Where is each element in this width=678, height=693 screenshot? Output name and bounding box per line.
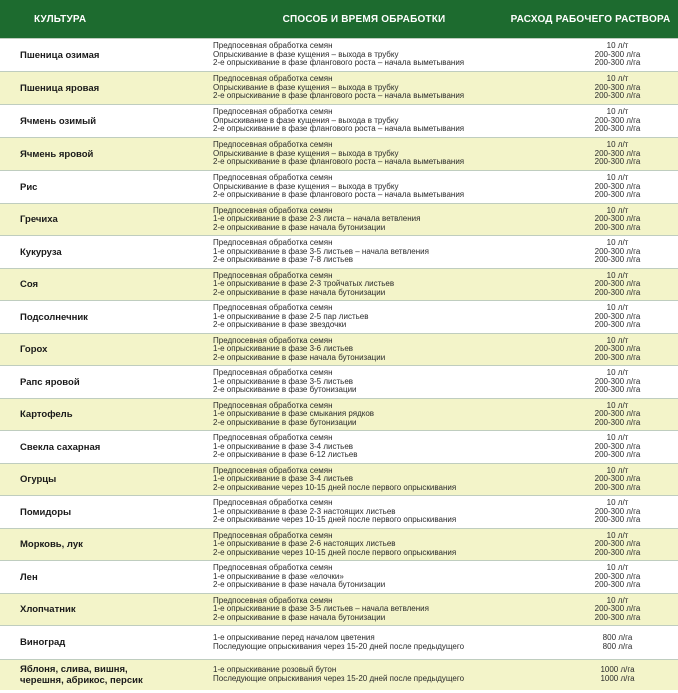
rate-value: 200-300 л/га	[594, 376, 641, 386]
method-line: Опрыскивание в фазе кущения – выхода в трубку	[213, 115, 399, 125]
crop-cell	[0, 529, 205, 560]
method-line: 2-е опрыскивание в фазе начала бутонизации	[213, 222, 386, 232]
method-line: Предпосевная обработка семян	[213, 530, 333, 540]
method-cell	[205, 269, 545, 300]
crop-cell	[0, 399, 205, 430]
method-cell	[205, 594, 545, 625]
crop-name: черешня, абрикос, персик	[20, 675, 143, 686]
method-line: 2-е опрыскивание в фазе флангового роста – начала выметывания	[213, 190, 465, 200]
method-line: 2-е опрыскивание в фазе начала бутонизации	[213, 287, 386, 297]
rate-value: 200-300 л/га	[594, 612, 641, 622]
method-line: 1-е опрыскивание в фазе 2-3 тройчатых листьев	[213, 279, 395, 289]
method-cell	[205, 301, 545, 333]
crop-cell	[0, 269, 205, 300]
method-line: 1-е опрыскивание в фазе 2-3 настоящих листьев	[213, 506, 396, 516]
method-cell	[205, 529, 545, 560]
rate-value: 10 л/т	[606, 335, 629, 345]
method-line: Опрыскивание в фазе кущения – выхода в трубку	[213, 181, 399, 191]
table-row	[0, 268, 678, 300]
method-line: Предпосевная обработка семян	[213, 74, 333, 84]
rate-value: 200-300 л/га	[594, 580, 641, 590]
rate-cell	[545, 334, 678, 365]
method-line: Опрыскивание в фазе кущения – выхода в трубку	[213, 49, 399, 59]
method-line: 2-е опрыскивание в фазе бутонизации	[213, 417, 357, 427]
method-line: 1-е опрыскивание в фазе 3-6 листьев	[213, 344, 354, 354]
table-row	[0, 137, 678, 170]
rate-value: 10 л/т	[606, 74, 629, 84]
table-row	[0, 38, 678, 71]
table-row	[0, 398, 678, 430]
rate-cell	[545, 366, 678, 398]
method-cell	[205, 105, 545, 137]
method-line: Предпосевная обработка семян	[213, 595, 333, 605]
method-line: 1-е опрыскивание в фазе 3-5 листьев – начала ветвления	[213, 246, 429, 256]
rate-value: 10 л/т	[606, 563, 629, 573]
crop-name: Лен	[20, 571, 38, 583]
crop-name: Горох	[20, 344, 48, 355]
rate-cell	[545, 529, 678, 560]
rate-value: 10 л/т	[606, 107, 629, 117]
rate-cell	[545, 105, 678, 137]
crop-cell	[0, 626, 205, 659]
rate-cell	[545, 301, 678, 333]
method-line: 1-е опрыскивание в фазе 2-5 пар листьев	[213, 311, 369, 321]
method-line: 2-е опрыскивание через 10-15 дней после первого опрыскивания	[213, 515, 457, 525]
rate-value: 200-300 л/га	[594, 148, 641, 158]
method-cell	[205, 171, 545, 203]
crop-name: Гречиха	[20, 214, 58, 225]
crop-cell	[0, 204, 205, 235]
method-line: 2-е опрыскивание в фазе 6-12 листьев	[213, 450, 358, 460]
method-line: 1-е опрыскивание перед началом цветения	[213, 632, 375, 642]
rate-value: 1000 л/га	[600, 665, 635, 675]
crop-cell	[0, 301, 205, 333]
rate-value: 200-300 л/га	[594, 190, 641, 200]
rate-value: 10 л/т	[606, 465, 629, 475]
method-line: Предпосевная обработка семян	[213, 238, 333, 248]
table-row	[0, 203, 678, 235]
table-row	[0, 593, 678, 625]
crop-cell	[0, 334, 205, 365]
crop-cell	[0, 105, 205, 137]
crop-name: Рапс яровой	[20, 376, 80, 388]
method-cell	[205, 464, 545, 495]
method-line: Предпосевная обработка семян	[213, 563, 333, 573]
crop-cell	[0, 464, 205, 495]
method-cell	[205, 561, 545, 593]
crop-cell	[0, 660, 205, 690]
rate-cell	[545, 464, 678, 495]
rate-cell	[545, 171, 678, 203]
table-row	[0, 659, 678, 690]
method-line: Предпосевная обработка семян	[213, 41, 333, 51]
crop-name: Ячмень озимый	[20, 115, 97, 127]
rate-value: 200-300 л/га	[594, 279, 641, 289]
rate-cell	[545, 138, 678, 170]
rate-value: 200-300 л/га	[594, 604, 641, 614]
method-line: 1-е опрыскивание в фазе 2-3 листа – начала ветвления	[213, 214, 421, 224]
rate-value: 200-300 л/га	[594, 320, 641, 330]
crop-name: Морковь, лук	[20, 539, 83, 550]
table-row	[0, 495, 678, 528]
rate-value: 800 л/га	[602, 632, 633, 642]
crop-cell	[0, 431, 205, 463]
rate-value: 10 л/т	[606, 205, 629, 215]
method-line: Предпосевная обработка семян	[213, 465, 333, 475]
crop-cell	[0, 561, 205, 593]
method-line: Предпосевная обработка семян	[213, 140, 333, 150]
rate-value: 10 л/т	[606, 498, 629, 508]
method-line: 2-е опрыскивание в фазе начала бутонизации	[213, 352, 386, 362]
rate-value: 200-300 л/га	[594, 344, 641, 354]
method-line: 2-е опрыскивание в фазе 7-8 листьев	[213, 255, 354, 265]
crop-cell	[0, 366, 205, 398]
rate-cell	[545, 399, 678, 430]
rate-cell	[545, 236, 678, 268]
table-row	[0, 430, 678, 463]
method-line: Предпосевная обработка семян	[213, 270, 333, 280]
rate-value: 10 л/т	[606, 368, 629, 378]
rate-value: 200-300 л/га	[594, 49, 641, 59]
rate-value: 200-300 л/га	[594, 91, 641, 101]
method-line: 1-е опрыскивание в фазе 3-4 листьев	[213, 441, 354, 451]
rate-cell	[545, 626, 678, 659]
crop-name: Соя	[20, 279, 39, 290]
method-line: 1-е опрыскивание в фазе 2-6 настоящих листьев	[213, 539, 396, 549]
rate-cell	[545, 269, 678, 300]
rate-value: 200-300 л/га	[594, 115, 641, 125]
crop-name: Рис	[20, 181, 38, 193]
rate-value: 200-300 л/га	[594, 539, 641, 549]
rate-value: 1000 л/га	[600, 674, 635, 683]
method-line: 1-е опрыскивание в фазе смыкания рядков	[213, 409, 375, 419]
table-row	[0, 235, 678, 268]
rate-cell	[545, 561, 678, 593]
table-row	[0, 365, 678, 398]
method-cell	[205, 138, 545, 170]
rate-value: 200-300 л/га	[594, 450, 641, 460]
rate-value: 200-300 л/га	[594, 58, 641, 68]
method-line: Предпосевная обработка семян	[213, 335, 333, 345]
method-line: 1-е опрыскивание в фазе 3-5 листьев	[213, 376, 354, 386]
method-cell	[205, 204, 545, 235]
method-line: Предпосевная обработка семян	[213, 400, 333, 410]
rate-value: 200-300 л/га	[594, 82, 641, 92]
crop-name: Картофель	[20, 409, 73, 420]
rate-value: 200-300 л/га	[594, 124, 641, 134]
method-line: Предпосевная обработка семян	[213, 173, 333, 183]
method-line: 2-е опрыскивание в фазе бутонизации	[213, 385, 357, 395]
rate-value: 800 л/га	[602, 641, 633, 651]
crop-name: Пшеница яровая	[20, 82, 100, 94]
crop-cell	[0, 72, 205, 104]
table-row	[0, 463, 678, 495]
table-row	[0, 333, 678, 365]
rate-value: 200-300 л/га	[594, 385, 641, 395]
rate-value: 10 л/т	[606, 530, 629, 540]
method-line: 1-е опрыскивание розовый бутон	[213, 665, 337, 675]
method-cell	[205, 626, 545, 659]
rate-cell	[545, 39, 678, 71]
method-line: Последующие опрыскивания через 15-20 дней после предыдущего	[213, 674, 465, 683]
crop-name: Ячмень яровой	[20, 148, 94, 160]
rate-value: 10 л/т	[606, 303, 629, 313]
rate-value: 10 л/т	[606, 400, 629, 410]
method-cell	[205, 334, 545, 365]
crop-name: Кукуруза	[20, 246, 62, 258]
rate-value: 200-300 л/га	[594, 214, 641, 224]
rate-value: 10 л/т	[606, 433, 629, 443]
method-cell	[205, 39, 545, 71]
table-row	[0, 528, 678, 560]
header-crop: КУЛЬТУРА	[34, 13, 87, 25]
rate-value: 10 л/т	[606, 238, 629, 248]
rate-value: 200-300 л/га	[594, 474, 641, 484]
crop-name: Огурцы	[20, 474, 57, 485]
method-cell	[205, 660, 545, 690]
rate-value: 200-300 л/га	[594, 181, 641, 191]
rate-value: 200-300 л/га	[594, 409, 641, 419]
table-row	[0, 170, 678, 203]
crop-cell	[0, 236, 205, 268]
rate-value: 200-300 л/га	[594, 506, 641, 516]
crop-cell	[0, 171, 205, 203]
crop-name: Виноград	[20, 637, 66, 648]
rate-value: 200-300 л/га	[594, 311, 641, 321]
method-line: 2-е опрыскивание в фазе флангового роста – начала выметывания	[213, 157, 465, 167]
method-line: 2-е опрыскивание через 10-15 дней после первого опрыскивания	[213, 547, 457, 557]
table-row	[0, 71, 678, 104]
method-line: Опрыскивание в фазе кущения – выхода в трубку	[213, 148, 399, 158]
method-line: 2-е опрыскивание в фазе флангового роста – начала выметывания	[213, 91, 465, 101]
rate-value: 200-300 л/га	[594, 417, 641, 427]
rate-value: 200-300 л/га	[594, 352, 641, 362]
rate-value: 200-300 л/га	[594, 222, 641, 232]
rate-value: 10 л/т	[606, 595, 629, 605]
method-cell	[205, 399, 545, 430]
method-line: 2-е опрыскивание в фазе звездочки	[213, 320, 347, 330]
method-line: Последующие опрыскивания через 15-20 дней после предыдущего	[213, 641, 465, 651]
crop-name: Помидоры	[20, 506, 72, 518]
method-line: 2-е опрыскивание в фазе флангового роста – начала выметывания	[213, 58, 465, 68]
method-line: Предпосевная обработка семян	[213, 498, 333, 508]
rate-value: 200-300 л/га	[594, 255, 641, 265]
crop-cell	[0, 594, 205, 625]
rate-value: 200-300 л/га	[594, 482, 641, 492]
method-cell	[205, 72, 545, 104]
method-line: 2-е опрыскивание через 10-15 дней после первого опрыскивания	[213, 482, 457, 492]
rate-value: 10 л/т	[606, 41, 629, 51]
table-body	[0, 38, 678, 690]
rate-value: 200-300 л/га	[594, 246, 641, 256]
method-cell	[205, 236, 545, 268]
method-line: 1-е опрыскивание в фазе «елочки»	[213, 571, 344, 581]
crop-name: Яблоня, слива, вишня,	[20, 664, 128, 675]
method-line: Предпосевная обработка семян	[213, 107, 333, 117]
method-cell	[205, 366, 545, 398]
table-row	[0, 625, 678, 659]
crop-name: Хлопчатник	[20, 604, 76, 615]
method-line: Предпосевная обработка семян	[213, 433, 333, 443]
method-line: Предпосевная обработка семян	[213, 205, 333, 215]
method-line: Опрыскивание в фазе кущения – выхода в трубку	[213, 82, 399, 92]
rate-value: 10 л/т	[606, 140, 629, 150]
rate-cell	[545, 594, 678, 625]
rate-value: 200-300 л/га	[594, 515, 641, 525]
table-header	[0, 0, 678, 38]
method-line: Предпосевная обработка семян	[213, 368, 333, 378]
crop-name: Пшеница озимая	[20, 49, 100, 61]
rate-value: 200-300 л/га	[594, 547, 641, 557]
rate-value: 200-300 л/га	[594, 441, 641, 451]
crop-name: Подсолнечник	[20, 311, 88, 323]
method-line: 2-е опрыскивание в фазе флангового роста – начала выметывания	[213, 124, 465, 134]
method-line: 2-е опрыскивание в фазе начала бутонизации	[213, 580, 386, 590]
method-line: 1-е опрыскивание в фазе 3-4 листьев	[213, 474, 354, 484]
crop-cell	[0, 138, 205, 170]
crop-name: Свекла сахарная	[20, 441, 101, 453]
table-row	[0, 560, 678, 593]
rate-cell	[545, 204, 678, 235]
crop-cell	[0, 496, 205, 528]
method-line: 2-е опрыскивание в фазе начала бутонизации	[213, 612, 386, 622]
crop-cell	[0, 39, 205, 71]
table-row	[0, 104, 678, 137]
rate-value: 200-300 л/га	[594, 287, 641, 297]
method-line: 1-е опрыскивание в фазе 3-5 листьев – начала ветвления	[213, 604, 429, 614]
method-cell	[205, 496, 545, 528]
rate-cell	[545, 496, 678, 528]
rate-cell	[545, 660, 678, 690]
rate-value: 10 л/т	[606, 270, 629, 280]
header-rate: РАСХОД РАБОЧЕГО РАСТВОРА	[510, 13, 671, 25]
rate-value: 200-300 л/га	[594, 157, 641, 167]
rate-value: 200-300 л/га	[594, 571, 641, 581]
method-line: Предпосевная обработка семян	[213, 303, 333, 313]
table-row	[0, 300, 678, 333]
rate-cell	[545, 72, 678, 104]
header-method: СПОСОБ И ВРЕМЯ ОБРАБОТКИ	[282, 13, 446, 25]
rate-value: 10 л/т	[606, 173, 629, 183]
method-cell	[205, 431, 545, 463]
rate-cell	[545, 431, 678, 463]
